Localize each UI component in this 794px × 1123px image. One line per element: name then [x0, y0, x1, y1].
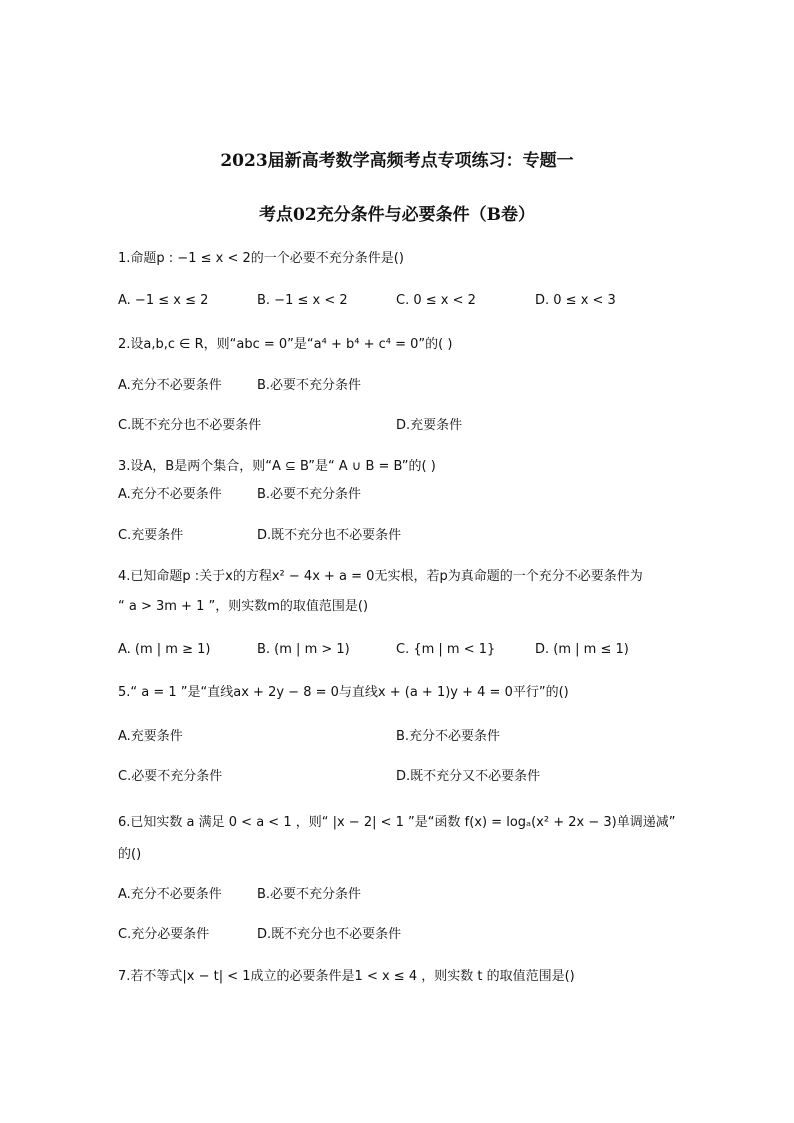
document-title-line-1: 2023届新高考数学高频考点专项练习：专题一 — [220, 151, 574, 171]
question-5-option-b: B.充分不必要条件 — [396, 729, 501, 744]
question-4-option-c: C. {m | m < 1} — [396, 642, 496, 657]
question-5-option-c: C.必要不充分条件 — [118, 769, 223, 784]
question-1-option-b: B. −1 ≤ x < 2 — [257, 293, 348, 308]
question-6-option-d: D.既不充分也不必要条件 — [257, 927, 402, 942]
question-2-option-d: D.充要条件 — [396, 418, 463, 433]
question-2-option-b: B.必要不充分条件 — [257, 378, 362, 393]
question-3-stem: 3.设A，B是两个集合，则“A ⊆ B”是“ A ∪ B = B”的( ) — [118, 459, 436, 474]
question-4-option-a: A. (m | m ≥ 1) — [118, 642, 211, 657]
question-1-option-a: A. −1 ≤ x ≤ 2 — [118, 293, 209, 308]
question-5-stem: 5.“ a = 1 ”是“直线ax + 2y − 8 = 0与直线x + (a + 1)y + 4 = 0平行”的() — [118, 685, 569, 700]
question-4-option-d: D. (m | m ≤ 1) — [535, 642, 629, 657]
question-1-option-d: D. 0 ≤ x < 3 — [535, 293, 616, 308]
question-6-option-b: B.必要不充分条件 — [257, 887, 362, 902]
document-title-line-2: 考点02充分条件与必要条件（B卷） — [258, 205, 536, 225]
question-3-option-a: A.充分不必要条件 — [118, 487, 222, 502]
question-2-option-c: C.既不充分也不必要条件 — [118, 418, 262, 433]
question-4-stem: 4.已知命题p :关于x的方程x² − 4x + a = 0无实根，若p为真命题的一个充分不必要条件为 — [118, 569, 643, 584]
question-5-option-d: D.既不充分又不必要条件 — [396, 769, 541, 784]
question-3-option-d: D.既不充分也不必要条件 — [257, 528, 402, 543]
question-6-option-a: A.充分不必要条件 — [118, 887, 222, 902]
question-1-stem: 1.命题p : −1 ≤ x < 2的一个必要不充分条件是() — [118, 251, 404, 266]
question-5-option-a: A.充要条件 — [118, 729, 183, 744]
question-3-option-b: B.必要不充分条件 — [257, 487, 362, 502]
question-4-option-b: B. (m | m > 1) — [257, 642, 350, 657]
question-7-stem: 7.若不等式|x − t| < 1成立的必要条件是1 < x ≤ 4 ，则实数 t 的取值范围是() — [118, 969, 575, 984]
question-2-option-a: A.充分不必要条件 — [118, 378, 222, 393]
question-4-stem-continued: “ a > 3m + 1 ”，则实数m的取值范围是() — [118, 599, 369, 614]
question-3-option-c: C.充要条件 — [118, 528, 184, 543]
question-6-stem: 6.已知实数 a 满足 0 < a < 1 ，则“ |x − 2| < 1 ”是“函数 f(x) = logₐ(x² + 2x − 3)单调递减” — [118, 815, 676, 830]
question-2-stem: 2.设a,b,c ∈ R，则“abc = 0”是“a⁴ + b⁴ + c⁴ = 0”的( ) — [118, 337, 453, 352]
question-1-option-c: C. 0 ≤ x < 2 — [396, 293, 476, 308]
question-6-option-c: C.充分必要条件 — [118, 927, 210, 942]
question-6-stem-continued: 的() — [118, 847, 142, 862]
